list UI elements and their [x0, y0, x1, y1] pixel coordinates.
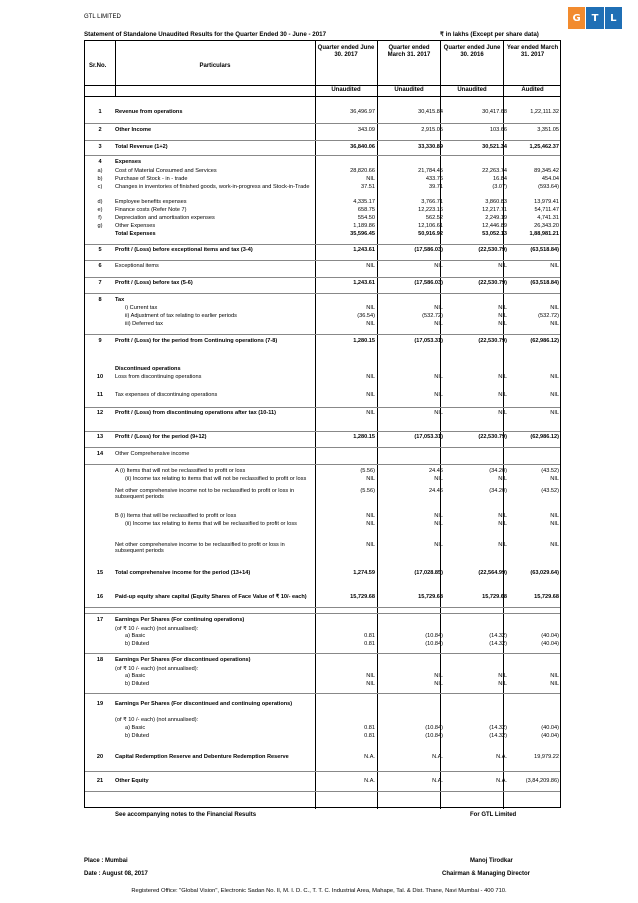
row-value-col-4: NIL: [550, 521, 559, 527]
row-value-col-1: 554.50: [357, 215, 375, 221]
row-srno: 16: [96, 594, 104, 600]
row-value-col-1: 4,335.17: [353, 199, 375, 205]
row-value-col-2: N.A.: [432, 778, 443, 784]
row-value-col-2: (17,586.03): [414, 247, 443, 253]
unit-note: ₹ in lakhs (Except per share data): [440, 31, 539, 38]
row-particulars: Loss from discontinuing operations: [115, 374, 202, 380]
row-value-col-1: NIL: [366, 542, 375, 548]
row-value-col-4: (593.64): [538, 184, 559, 190]
row-value-col-2: (532.72): [422, 313, 443, 319]
row-value-col-3: NIL: [498, 374, 507, 380]
row-value-col-3: (14.32): [489, 725, 507, 731]
row-value-col-3: NIL: [498, 521, 507, 527]
row-value-col-2: 30,415.84: [418, 109, 443, 115]
row-particulars: Employee benefits expenses: [115, 199, 187, 205]
results-table: [84, 40, 561, 808]
row-value-col-2: 12,223.16: [418, 207, 443, 213]
row-value-col-2: (17,053.31): [414, 434, 443, 440]
row-value-col-4: 1,88,981.21: [529, 231, 559, 237]
row-particulars: (ii) Income tax relating to items that will be reclassified to profit or loss: [125, 521, 297, 527]
row-value-col-3: 53,052.13: [482, 231, 507, 237]
row-particulars: Revenue from operations: [115, 109, 183, 115]
row-value-col-1: (5.56): [360, 488, 375, 494]
row-particulars: Finance costs (Refer Note 7): [115, 207, 187, 213]
row-value-col-2: 21,784.45: [418, 168, 443, 174]
row-value-col-3: NIL: [498, 263, 507, 269]
row-value-col-4: NIL: [550, 305, 559, 311]
row-value-col-4: 26,343.20: [534, 223, 559, 229]
row-value-col-3: (34.20): [489, 468, 507, 474]
row-value-col-4: 4,741.31: [537, 215, 559, 221]
row-particulars: ii) Adjustment of tax relating to earlier periods: [125, 313, 237, 319]
company-logo: [568, 7, 622, 29]
row-value-col-4: NIL: [550, 673, 559, 679]
header-status-3: Unaudited: [457, 87, 487, 93]
row-srno: 13: [96, 434, 104, 440]
logo-letter-t: T: [586, 7, 603, 29]
row-value-col-3: 2,249.19: [485, 215, 507, 221]
header-particulars: Particulars: [199, 63, 231, 69]
row-value-col-1: 0.81: [364, 641, 375, 647]
row-divider: [85, 464, 560, 465]
row-srno: 21: [96, 778, 104, 784]
row-particulars: b) Diluted: [125, 733, 149, 739]
row-particulars: Profit / (Loss) from discontinuing operations after tax (10-11): [115, 410, 276, 416]
row-particulars: Depreciation and amortisation expenses: [115, 215, 215, 221]
row-value-col-3: NIL: [498, 673, 507, 679]
row-divider: [85, 277, 560, 278]
row-value-col-4: NIL: [550, 476, 559, 482]
row-value-col-4: (43.52): [541, 488, 559, 494]
row-divider: [85, 407, 560, 408]
row-value-col-2: 562.52: [425, 215, 443, 221]
row-srno: g): [97, 223, 103, 229]
row-divider: [85, 293, 560, 294]
row-value-col-4: (63,029.64): [530, 570, 559, 576]
row-particulars: Net other comprehensive income not to be reclassified to profit or loss in subsequent periods: [115, 488, 295, 501]
row-srno: 4: [98, 159, 102, 165]
row-particulars: Paid-up equity share capital (Equity Shares of Face Value of ₹ 10/- each): [115, 594, 307, 600]
row-value-col-1: N.A.: [364, 778, 375, 784]
row-value-col-2: (10.84): [425, 641, 443, 647]
row-value-col-4: 1,22,111.32: [530, 109, 559, 115]
row-value-col-2: NIL: [434, 410, 443, 416]
row-value-col-3: NIL: [498, 681, 507, 687]
logo-letter-g: G: [568, 7, 585, 29]
row-value-col-1: 1,280.15: [353, 434, 375, 440]
row-value-col-1: NIL: [366, 374, 375, 380]
row-value-col-3: (22,530.79): [478, 280, 507, 286]
row-value-col-4: NIL: [550, 410, 559, 416]
row-value-col-2: (10.84): [425, 725, 443, 731]
row-value-col-2: 24.46: [429, 468, 443, 474]
row-value-col-2: 3,766.71: [421, 199, 443, 205]
for-company: For GTL Limited: [470, 812, 517, 818]
header-col-1: Quarter ended June 30. 2017: [317, 45, 375, 58]
row-value-col-4: (62,986.12): [530, 338, 559, 344]
row-value-col-3: (14.32): [489, 633, 507, 639]
place-label: Place : Mumbai: [84, 858, 128, 864]
row-value-col-3: NIL: [498, 305, 507, 311]
row-srno: 19: [96, 701, 104, 707]
row-srno: 14: [96, 451, 104, 457]
date-label: Date : August 08, 2017: [84, 871, 148, 877]
row-value-col-1: 658.75: [357, 207, 375, 213]
row-value-col-4: NIL: [550, 263, 559, 269]
row-value-col-3: N.A.: [496, 754, 507, 760]
row-srno: 8: [98, 297, 102, 303]
header-col-3: Quarter ended June 30. 2016: [443, 45, 501, 58]
row-value-col-3: 103.66: [489, 127, 507, 133]
row-particulars: A (i) Items that will not be reclassified to profit or loss: [115, 468, 246, 474]
row-srno: 18: [96, 657, 104, 663]
row-value-col-2: 12,106.61: [418, 223, 443, 229]
row-value-col-4: NIL: [550, 321, 559, 327]
header-col-4: Year ended March 31. 2017: [506, 45, 559, 58]
company-name: GTL LIMITED: [84, 14, 121, 20]
row-particulars: Earnings Per Shares (For discontinued and continuing operations): [115, 701, 293, 707]
row-divider: [85, 447, 560, 448]
row-value-col-1: 343.09: [357, 127, 375, 133]
header-srno: Sr.No.: [89, 63, 107, 69]
row-srno: 17: [96, 617, 104, 623]
row-divider: [85, 653, 560, 654]
row-value-col-1: 37.51: [361, 184, 375, 190]
signatory-title: Chairman & Managing Director: [442, 871, 531, 877]
row-divider: [85, 771, 560, 772]
row-value-col-4: NIL: [550, 513, 559, 519]
row-srno: 11: [97, 392, 103, 398]
row-value-col-1: 0.81: [364, 633, 375, 639]
row-value-col-3: NIL: [498, 410, 507, 416]
row-value-col-2: 2,915.05: [421, 127, 443, 133]
row-value-col-1: (5.56): [360, 468, 375, 474]
row-srno: f): [98, 215, 102, 221]
row-value-col-3: NIL: [498, 476, 507, 482]
row-particulars: Total comprehensive income for the period (13+14): [115, 570, 251, 576]
row-value-col-1: NIL: [366, 263, 375, 269]
row-value-col-4: 13,979.41: [534, 199, 559, 205]
row-divider: [85, 155, 560, 156]
row-value-col-1: 28,820.66: [350, 168, 375, 174]
row-value-col-4: 89,345.42: [534, 168, 559, 174]
row-value-col-4: 19,979.22: [534, 754, 559, 760]
row-value-col-1: 36,840.06: [350, 144, 375, 150]
row-srno: d): [97, 199, 103, 205]
row-srno: 6: [98, 263, 102, 269]
row-particulars: Profit / (Loss) for the period (9+12): [115, 434, 207, 440]
row-value-col-4: (43.52): [541, 468, 559, 474]
statement-title: Statement of Standalone Unaudited Results for the Quarter Ended 30 - June - 2017: [84, 31, 327, 38]
row-particulars: (of ₹ 10 /- each) (not annualised):: [115, 626, 199, 632]
row-value-col-2: (17,053.31): [414, 338, 443, 344]
row-particulars: b) Diluted: [125, 681, 149, 687]
row-particulars: Exceptional items: [115, 263, 159, 269]
row-srno: 9: [98, 338, 102, 344]
signatory-name: Manoj Tirodkar: [470, 858, 513, 864]
row-divider: [85, 334, 560, 335]
row-value-col-2: NIL: [434, 521, 443, 527]
row-value-col-3: 30,417.68: [482, 109, 507, 115]
row-srno: 7: [98, 280, 102, 286]
row-value-col-3: NIL: [498, 321, 507, 327]
header-status-1: Unaudited: [331, 87, 361, 93]
logo-letter-l: L: [605, 7, 622, 29]
row-particulars: a) Basic: [125, 725, 146, 731]
row-particulars: Purchase of Stock - in - trade: [115, 176, 188, 182]
row-value-col-3: (22,530.79): [478, 247, 507, 253]
row-value-col-2: (10.84): [425, 733, 443, 739]
row-particulars: Other Income: [115, 127, 152, 133]
row-value-col-2: (17,028.85): [414, 570, 443, 576]
row-value-col-2: NIL: [434, 542, 443, 548]
row-srno: e): [97, 207, 103, 213]
row-particulars: Other Expenses: [115, 223, 156, 229]
row-value-col-2: NIL: [434, 374, 443, 380]
row-value-col-1: NIL: [366, 305, 375, 311]
row-value-col-3: 12,446.89: [482, 223, 507, 229]
row-divider: [85, 613, 560, 614]
row-particulars: Tax expenses of discontinuing operations: [115, 392, 218, 398]
row-particulars: Expenses: [115, 159, 142, 165]
row-value-col-4: (3,84,209.86): [525, 778, 559, 784]
row-value-col-1: 1,189.86: [353, 223, 375, 229]
row-value-col-2: NIL: [434, 681, 443, 687]
row-value-col-3: 3,860.83: [485, 199, 507, 205]
row-value-col-1: NIL: [366, 681, 375, 687]
row-value-col-2: 50,916.92: [418, 231, 443, 237]
row-particulars: Cost of Material Consumed and Services: [115, 168, 217, 174]
row-value-col-2: 24.46: [429, 488, 443, 494]
row-value-col-3: NIL: [498, 392, 507, 398]
row-value-col-3: (22,530.79): [478, 338, 507, 344]
row-value-col-4: NIL: [550, 542, 559, 548]
row-srno: 12: [96, 410, 104, 416]
row-value-col-2: NIL: [434, 476, 443, 482]
row-value-col-4: (532.72): [538, 313, 559, 319]
row-value-col-4: NIL: [550, 374, 559, 380]
row-value-col-1: 0.81: [364, 733, 375, 739]
row-value-col-4: 1,25,462.37: [529, 144, 559, 150]
row-value-col-4: (40.04): [541, 641, 559, 647]
row-value-col-3: N.A.: [496, 778, 507, 784]
header-col-2: Quarter ended March 31. 2017: [387, 45, 431, 58]
header-status-2: Unaudited: [394, 87, 424, 93]
row-value-col-2: 39.71: [429, 184, 443, 190]
row-particulars: Total Revenue (1+2): [115, 144, 168, 150]
row-value-col-4: (40.04): [541, 633, 559, 639]
row-value-col-2: 33,330.89: [418, 144, 443, 150]
row-particulars: (of ₹ 10 /- each) (not annualised):: [115, 717, 199, 723]
row-particulars: Other Equity: [115, 778, 149, 784]
row-srno: 3: [98, 144, 102, 150]
row-particulars: Profit / (Loss) for the period from Continuing operations (7-8): [115, 338, 278, 344]
row-divider: [85, 140, 560, 141]
row-value-col-3: NIL: [498, 542, 507, 548]
notes-reference: See accompanying notes to the Financial Results: [115, 812, 257, 818]
row-divider: [85, 693, 560, 694]
row-value-col-1: NIL: [366, 521, 375, 527]
row-particulars: Changes in inventories of finished goods, work-in-progress and Stock-in-Trade: [115, 184, 310, 190]
row-value-col-1: NIL: [366, 513, 375, 519]
row-value-col-4: (63,518.84): [530, 280, 559, 286]
row-value-col-4: (63,518.84): [530, 247, 559, 253]
row-particulars: a) Basic: [125, 673, 146, 679]
row-value-col-3: 15,729.68: [482, 594, 507, 600]
row-particulars: Profit / (Loss) before exceptional items and tax (3-4): [115, 247, 253, 253]
row-value-col-2: (10.84): [425, 633, 443, 639]
row-divider: [85, 791, 560, 792]
row-value-col-1: 1,274.59: [353, 570, 375, 576]
row-value-col-3: 16.84: [493, 176, 507, 182]
row-srno: c): [97, 184, 103, 190]
row-divider: [85, 123, 560, 124]
row-srno: 20: [96, 754, 104, 760]
row-value-col-2: NIL: [434, 305, 443, 311]
row-value-col-1: 1,243.61: [353, 247, 375, 253]
header-status-4: Audited: [521, 87, 544, 93]
row-value-col-2: 15,729.68: [418, 594, 443, 600]
row-value-col-1: NIL: [366, 176, 375, 182]
row-value-col-4: (40.04): [541, 733, 559, 739]
row-particulars: Earnings Per Shares (For discontinued operations): [115, 657, 251, 663]
row-value-col-2: (17,586.03): [414, 280, 443, 286]
row-particulars: Net other comprehensive income to be reclassified to profit or loss in subsequent periods: [115, 542, 285, 555]
row-particulars: i) Current tax: [125, 305, 158, 311]
row-particulars: (of ₹ 10 /- each) (not annualised):: [115, 666, 199, 672]
row-value-col-3: (14.32): [489, 641, 507, 647]
row-value-col-1: NIL: [366, 392, 375, 398]
row-value-col-1: 1,280.15: [353, 338, 375, 344]
row-value-col-1: N.A.: [364, 754, 375, 760]
row-value-col-1: 1,243.61: [353, 280, 375, 286]
row-value-col-3: NIL: [498, 313, 507, 319]
row-value-col-3: NIL: [498, 513, 507, 519]
row-divider: [85, 607, 560, 608]
row-value-col-2: NIL: [434, 321, 443, 327]
row-value-col-1: 0.81: [364, 725, 375, 731]
row-particulars: B (i) Items that will be reclassified to profit or loss: [115, 513, 237, 519]
row-particulars: Capital Redemption Reserve and Debenture Redemption Reserve: [115, 754, 289, 760]
row-value-col-2: NIL: [434, 263, 443, 269]
row-value-col-1: 15,729.68: [350, 594, 375, 600]
row-value-col-3: (34.20): [489, 488, 507, 494]
row-value-col-4: NIL: [550, 392, 559, 398]
row-value-col-1: 36,496.97: [350, 109, 375, 115]
row-value-col-3: (14.32): [489, 733, 507, 739]
row-value-col-3: 22,263.74: [482, 168, 507, 174]
row-particulars: Other Comprehensive income: [115, 451, 190, 457]
row-value-col-3: 12,217.71: [482, 207, 507, 213]
row-srno: 5: [98, 247, 102, 253]
row-particulars: Earnings Per Shares (For continuing operations): [115, 617, 245, 623]
row-srno: 1: [98, 109, 102, 115]
row-particulars: iii) Deferred tax: [125, 321, 163, 327]
row-value-col-4: (62,986.12): [530, 434, 559, 440]
row-value-col-2: 433.76: [425, 176, 443, 182]
row-divider: [85, 244, 560, 245]
row-particulars: b) Diluted: [125, 641, 149, 647]
row-srno: b): [97, 176, 103, 182]
row-value-col-1: NIL: [366, 410, 375, 416]
row-value-col-4: 3,351.05: [537, 127, 559, 133]
row-value-col-2: N.A.: [432, 754, 443, 760]
row-particulars: (ii) Income tax relating to items that will not be reclassified to profit or loss: [125, 476, 307, 482]
row-value-col-1: NIL: [366, 673, 375, 679]
row-particulars: a) Basic: [125, 633, 146, 639]
row-particulars: Total Expenses: [115, 231, 156, 237]
row-divider: [85, 431, 560, 432]
row-value-col-3: 30,521.34: [482, 144, 507, 150]
row-value-col-1: (36.54): [357, 313, 375, 319]
row-divider: [85, 260, 560, 261]
row-particulars: Tax: [115, 297, 125, 303]
row-value-col-1: NIL: [366, 321, 375, 327]
row-value-col-4: 15,729.68: [534, 594, 559, 600]
row-value-col-3: (22,530.79): [478, 434, 507, 440]
registered-office: Registered Office: "Global Vision", Electronic Sadan No. II, M. I. D. C., T. T. C. Industrial Area, Mahape, Tal. & Dist. Thane, Navi Mumbai - 400 710.: [131, 888, 507, 894]
row-value-col-2: NIL: [434, 513, 443, 519]
row-srno: 10: [96, 374, 104, 380]
row-srno: a): [97, 168, 103, 174]
row-srno: 2: [98, 127, 102, 133]
row-particulars: Discontinued operations: [115, 366, 181, 372]
row-value-col-4: NIL: [550, 681, 559, 687]
row-srno: 15: [96, 570, 104, 576]
row-value-col-1: 35,596.45: [350, 231, 375, 237]
row-value-col-4: (40.04): [541, 725, 559, 731]
row-value-col-4: 454.04: [541, 176, 559, 182]
row-value-col-3: (22,564.99): [478, 570, 507, 576]
row-value-col-4: 54,711.47: [534, 207, 559, 213]
row-value-col-3: (3.07): [492, 184, 507, 190]
row-particulars: Profit / (Loss) before tax (5-6): [115, 280, 193, 286]
row-value-col-1: NIL: [366, 476, 375, 482]
row-value-col-2: NIL: [434, 392, 443, 398]
row-value-col-2: NIL: [434, 673, 443, 679]
